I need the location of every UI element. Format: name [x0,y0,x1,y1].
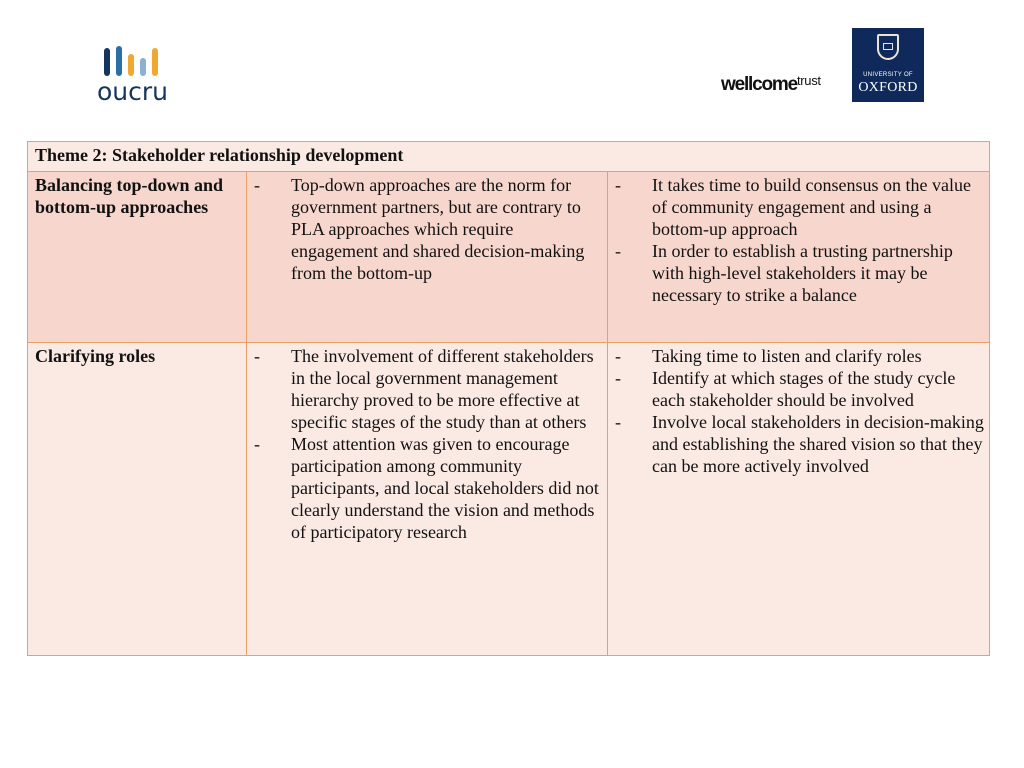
bullet-list [608,343,989,477]
theme-header-row [28,142,990,172]
list-item: - The involvement of different stakeholders in the local government management hierarchy proved to be more effective at specific stages of the study than at others [254,346,594,432]
oucru-bar [152,48,158,76]
list-item-text: The involvement of different stakeholders in the local government management hierarchy proved to be more effective at specific stages of the study than at others [291,346,594,432]
list-item: - In order to establish a trusting partnership with high-level stakeholders it may be necessary to strike a balance [615,241,953,305]
list-item: - Most attention was given to encourage participation among community participants, and local stakeholders did not clearly understand the vision and methods of participatory research [254,434,599,542]
list-item: - Taking time to listen and clarify roles [615,346,922,366]
oucru-bar [140,58,146,76]
oucru-logo [97,44,177,108]
challenges-cell [247,343,608,656]
wellcome-trust-logo [721,74,821,96]
list-item: - It takes time to build consensus on the value of community engagement and using a bottom-up approach [615,175,971,239]
lessons-cell [608,343,990,656]
list-item: - Top-down approaches are the norm for government partners, but are contrary to PLA approaches which require engagement and shared decision-making from the bottom-up [254,175,585,283]
bullet-list [247,172,607,284]
wellcome-bold-text: wellcome [721,74,797,95]
oucru-bar [128,54,134,76]
list-item-text: Identify at which stages of the study cycle each stakeholder should be involved [652,368,956,410]
list-item-text: It takes time to build consensus on the value of community engagement and using a bottom-up approach [652,175,971,239]
bullet-list [608,172,989,306]
oucru-bar [116,46,122,76]
list-item-text: Most attention was given to encourage participation among community participants, and local stakeholders did not clearly understand the vision and methods of participatory research [291,434,599,542]
challenges-cell [247,172,608,343]
oxford-line1: UNIVERSITY OF [863,72,913,78]
list-item: - Identify at which stages of the study cycle each stakeholder should be involved [615,368,956,410]
theme-table [27,141,990,656]
oxford-crest-icon [877,34,899,60]
row-label: Balancing top-down and bottom-up approaches [28,172,247,343]
bullet-list [247,343,607,543]
theme-title: Theme 2: Stakeholder relationship development [28,142,990,172]
lessons-cell [608,172,990,343]
wellcome-light-text: trust [796,73,821,88]
list-item: - Involve local stakeholders in decision-making and establishing the shared vision so that they can be more actively involved [615,412,984,476]
oxford-line2: OXFORD [858,80,918,95]
list-item-text: Involve local stakeholders in decision-making and establishing the shared vision so that they can be more actively involved [652,412,984,476]
table-row [28,172,990,343]
list-item-text: In order to establish a trusting partnership with high-level stakeholders it may be necessary to strike a balance [652,241,953,305]
oucru-bar [104,48,110,76]
oucru-wordmark: oucru [97,77,169,106]
list-item-text: Taking time to listen and clarify roles [652,346,922,366]
list-item-text: Top-down approaches are the norm for government partners, but are contrary to PLA approaches which require engagement and shared decision-making from the bottom-up [291,175,585,283]
row-label: Clarifying roles [28,343,247,656]
table-row [28,343,990,656]
oucru-bars-mark [104,46,166,76]
oxford-logo [852,28,924,102]
